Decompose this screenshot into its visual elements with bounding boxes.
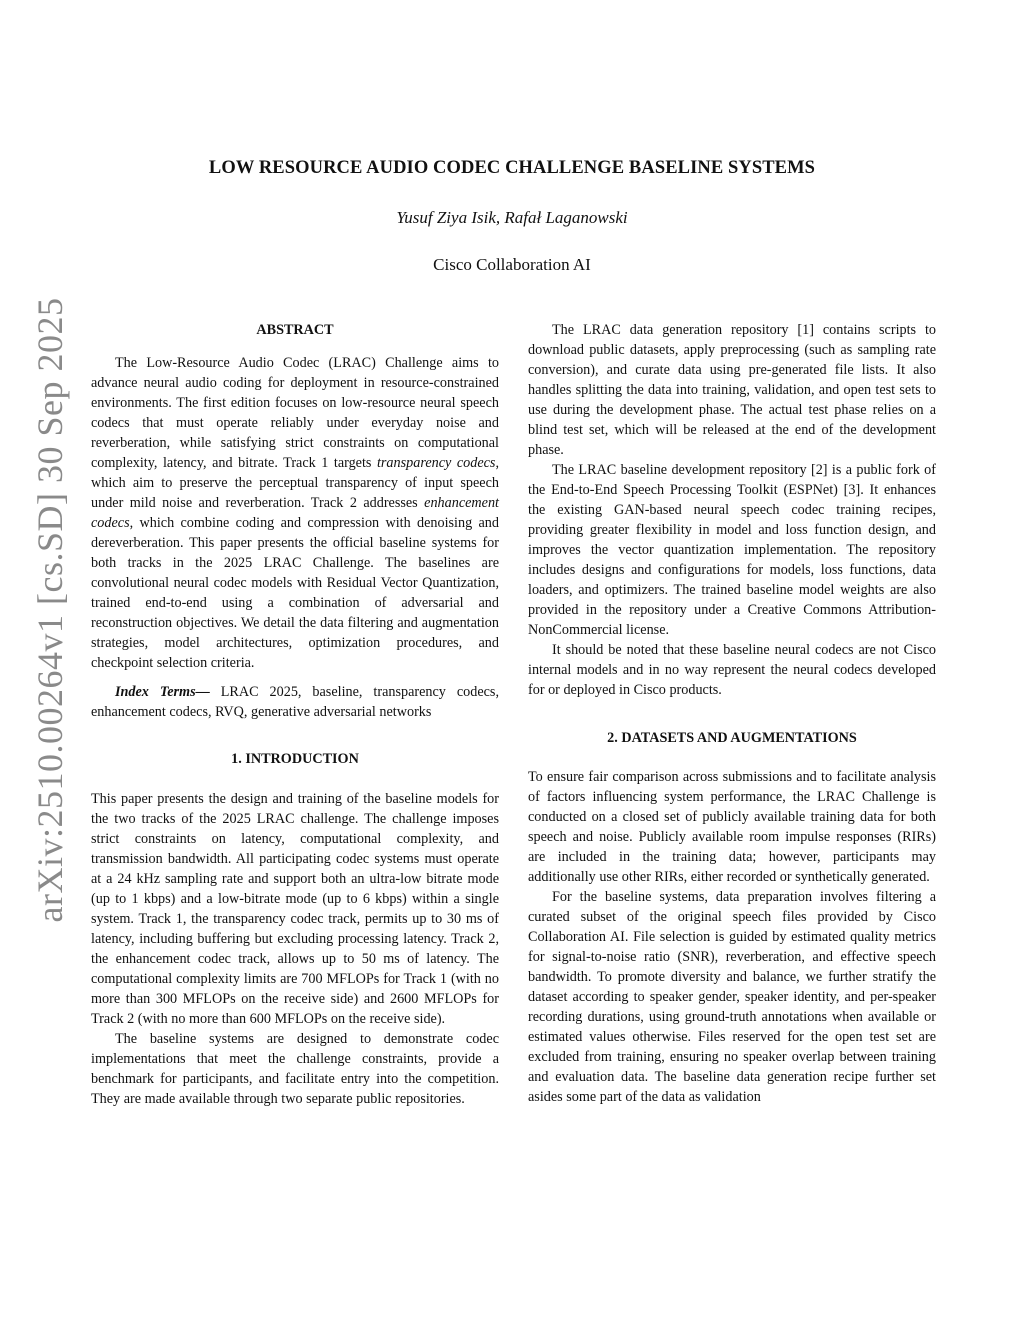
datasets-paragraph-1: To ensure fair comparison across submissions and to facilitate analysis of factors influencing system performance, the LRAC Challenge is conducted on a closed set of publicly available training data for both speech and noise. Publicly available room impulse responses (RIRs) are included in the training data; however, participants may additionally use other RIRs, either recorded or synthetically generated.: [528, 769, 936, 885]
abstract-heading: ABSTRACT: [256, 322, 334, 338]
intro-paragraph-3: The LRAC data generation repository [1] contains scripts to download public datasets, apply preprocessing (such as sampling rate conversion), and curate data using pre-generated file lists. It also handles splitting the data into training, validation, and open test sets to use during the development phase. The actual test phase relies on a blind test set, which will be released at the end of the development phase.: [528, 322, 936, 458]
intro-paragraph-5: It should be noted that these baseline neural codecs are not Cisco internal models and in no way represent the neural codecs developed for or deployed in Cisco products.: [528, 642, 936, 698]
datasets-heading: 2. DATASETS AND AUGMENTATIONS: [607, 730, 857, 746]
arxiv-id: arXiv:2510.00264v1 [cs.SD] 30 Sep 2025: [30, 297, 70, 923]
paper-authors: Yusuf Ziya Isik, Rafał Laganowski: [396, 208, 628, 227]
left-column: [91, 320, 499, 1109]
index-terms-list: LRAC 2025, baseline, transparency codecs, enhancement codecs, RVQ, generative adversarial networks: [91, 684, 499, 720]
datasets-paragraph-2: For the baseline systems, data preparation involves filtering a curated subset of the original speech files provided by Cisco Collaboration AI. File selection is guided by estimated quality metrics for signal-to-noise ratio (SNR), reverberation, and effective speech bandwidth. To promote diversity and balance, we further stratify the dataset according to speaker gender, speaker identity, and per-speaker recording durations, using ground-truth annotations when available or estimated values otherwise. Files reserved for the open test set are excluded from training, ensuring no speaker overlap between training and evaluation data. The baseline data generation recipe further set asides some part of the data as validation: [528, 889, 936, 1105]
intro-paragraph-2: The baseline systems are designed to demonstrate codec implementations that meet the challenge constraints, provide a benchmark for participants, and facilitate entry into the competition. They are made available through two separate public repositories.: [91, 1031, 499, 1107]
abstract-emphasis-enhancement: enhancement codecs: [91, 495, 499, 531]
index-terms: [91, 682, 499, 722]
intro-paragraph-1: This paper presents the design and training of the baseline models for the two tracks of the 2025 LRAC challenge. The challenge imposes strict constraints on latency, computational complexity, and transmission bandwidth. All participating codec systems must operate at a 24 kHz sampling rate and support both an ultra-low bitrate mode (up to 1 kbps) and a low-bitrate mode (up to 6 kbps) within a single system. Track 1, the transparency codec track, permits up to 30 ms of latency, including buffering but excluding processing latency. Track 2, the enhancement codec track, allows up to 50 ms of latency. The computational complexity limits are 700 MFLOPs for Track 1 (with no more than 300 MFLOPs on the receive side) and 2600 MFLOPs for Track 2 (with no more than 600 MFLOPs on the receive side).: [91, 791, 499, 1027]
intro-paragraph-4: The LRAC baseline development repository [2] is a public fork of the End-to-End Speech Processing Toolkit (ESPNet) [3]. It enhances the existing GAN-based neural speech codec training recipes, providing greater flexibility in model and loss function design, and improves the vector quantization implementation. The repository includes designs and configurations for models, loss functions, data loaders, and optimizers. The trained baseline model weights are also provided in the repository under a Creative Commons Attribution-NonCommercial license.: [528, 462, 936, 638]
right-column: [528, 320, 936, 1107]
abstract-emphasis-transparency: transparency codecs: [376, 455, 496, 471]
abstract-text: The Low-Resource Audio Codec (LRAC) Challenge aims to advance neural audio coding for deployment in resource-constrained environments. The first edition focuses on low-resource neural speech codecs that must operate reliably under everyday noise and reverberation, while satisfying strict constraints on computational complexity, latency, and bitrate. Track 1 targets transparency codecs, which aim to preserve the perceptual transparency of input speech under mild noise and reverberation. Track 2 addresses enhancement codecs, which combine coding and compression with denoising and dereverberation. This paper presents the official baseline systems for both tracks in the 2025 LRAC Challenge. The baselines are convolutional neural codec models with Residual Vector Quantization, trained end-to-end using a combination of adversarial and reconstruction objectives. We detail the data filtering and augmentation strategies, model architectures, optimization procedures, and checkpoint selection criteria.: [91, 355, 499, 671]
paper-affiliation: Cisco Collaboration AI: [433, 255, 591, 274]
introduction-heading: 1. INTRODUCTION: [231, 751, 359, 767]
paper-title: LOW RESOURCE AUDIO CODEC CHALLENGE BASELINE SYSTEMS: [208, 158, 816, 178]
index-terms-label: Index Terms—: [115, 684, 210, 700]
